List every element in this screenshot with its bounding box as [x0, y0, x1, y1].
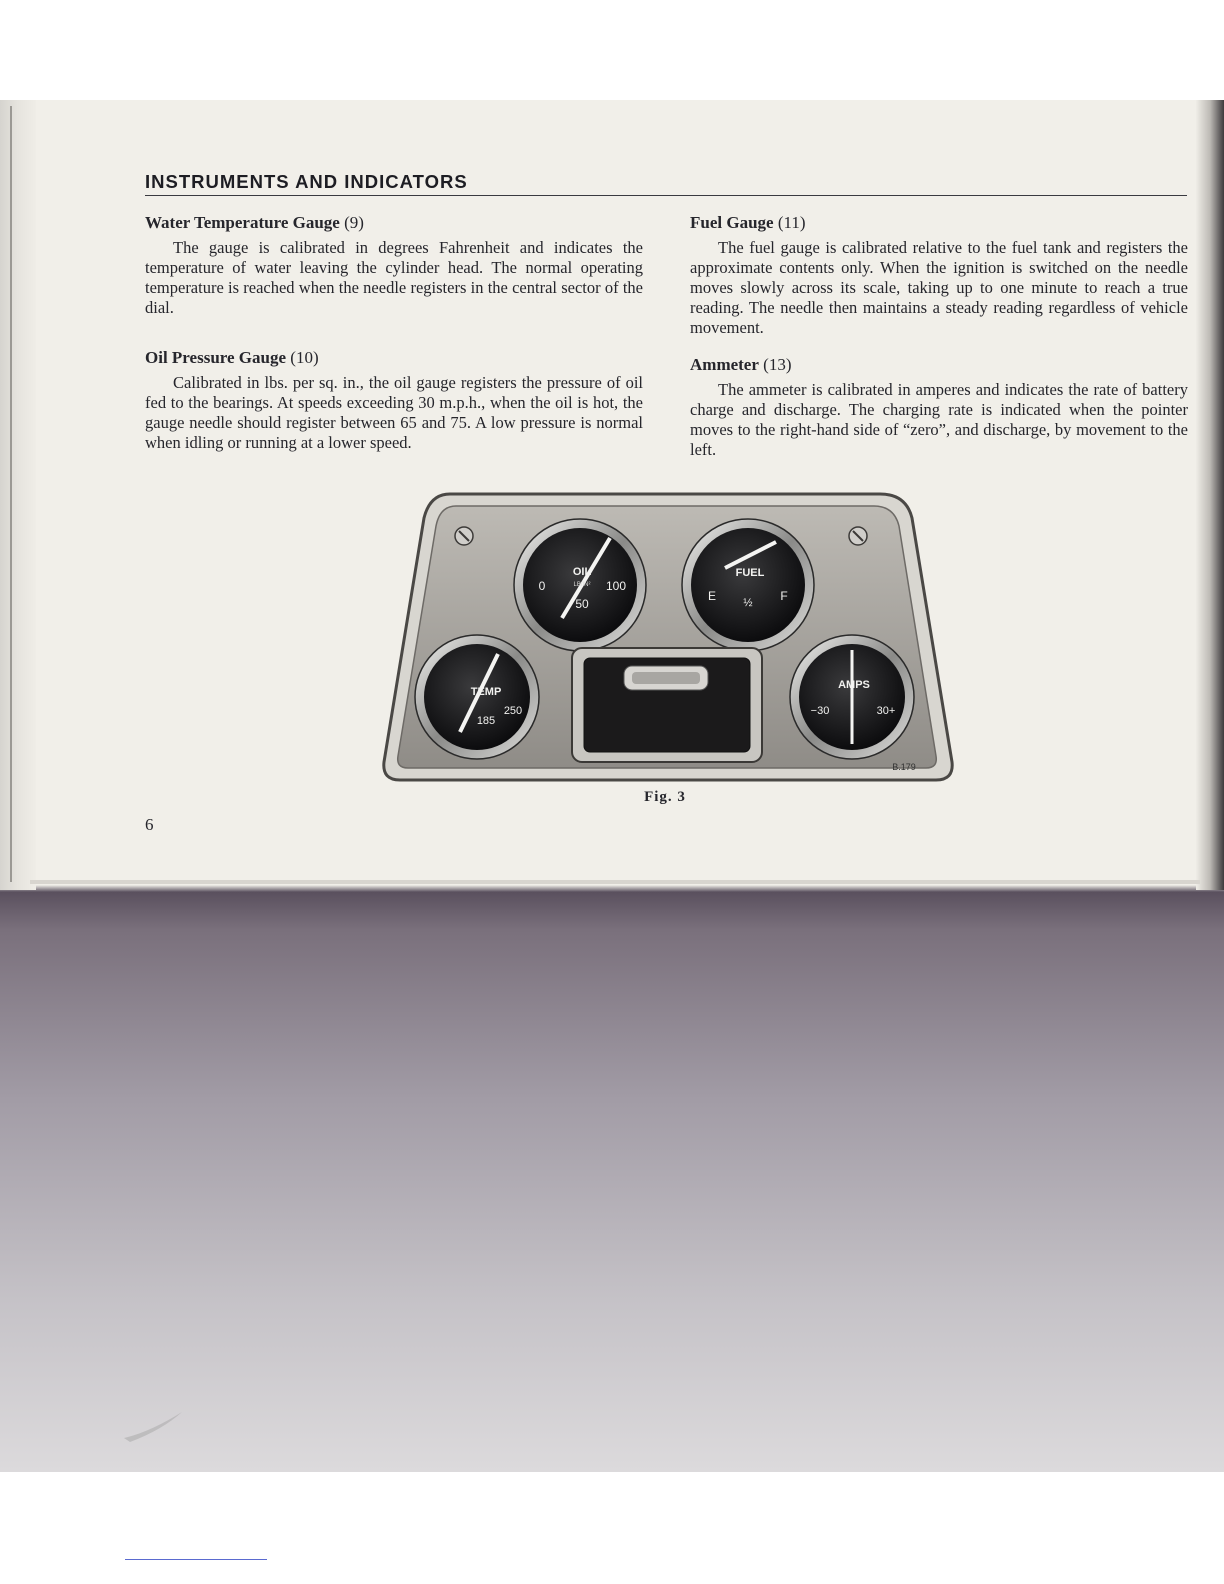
- amps-dial-min: −30: [810, 705, 830, 717]
- water-temperature-heading: [145, 213, 643, 233]
- oil-pressure-section: [145, 348, 643, 453]
- panel-screw-left: [455, 527, 473, 545]
- fuel-gauge-heading: [690, 213, 1188, 233]
- oil-pressure-dial: [514, 519, 646, 651]
- center-recess: [572, 648, 762, 762]
- fuel-gauge-text: The fuel gauge is calibrated relative to the fuel tank and registers the approximate contents only. When the ignition is switched on the needle moves slowly across its scale, taking up to one minute to reach a true reading. The needle then maintains a steady reading regardless of vehicle movement.: [690, 238, 1188, 337]
- oil-dial-unit: LB/IN²: [573, 582, 591, 588]
- oil-pressure-heading: [145, 348, 643, 368]
- instrument-panel-figure: [380, 490, 954, 782]
- oil-pressure-text: Calibrated in lbs. per sq. in., the oil gauge registers the pressure of oil fed to the bearings. At speeds exceeding 30 m.p.h., when the oil is hot, the gauge needle should register between 65 and 75. A low pressure is normal when idling or running at a lower speed.: [145, 373, 643, 452]
- oil-dial-min: 0: [538, 579, 546, 593]
- section-title: Water Temperature Gauge: [145, 213, 340, 232]
- fuel-dial-max: F: [780, 589, 788, 603]
- ammeter-heading: [690, 355, 1188, 375]
- instrument-panel-drawing: [380, 490, 954, 782]
- heading-rule: [145, 195, 1187, 196]
- section-ref: (13): [763, 355, 792, 374]
- oil-dial-mid: 50: [575, 597, 589, 611]
- oil-dial-name: OIL: [572, 566, 592, 578]
- ammeter-text: The ammeter is calibrated in amperes and indicates the rate of battery charge and discharge. The charging rate is indicated when the pointer moves to the right-hand side of “zero”, and discharge, by movement to the left.: [690, 380, 1188, 459]
- section-title: Fuel Gauge: [690, 213, 774, 232]
- section-title: Oil Pressure Gauge: [145, 348, 287, 367]
- ammeter-dial: [790, 635, 914, 759]
- figure-ref-code: B.179: [892, 762, 916, 772]
- fuel-gauge-section: [690, 213, 1188, 338]
- bottom-page-edge: [30, 880, 1200, 884]
- water-temperature-dial: [415, 635, 539, 759]
- section-ref: (9): [344, 213, 364, 232]
- temp-dial-mid: 185: [476, 715, 496, 727]
- figure-caption: Fig. 3: [644, 789, 686, 805]
- temp-dial-max: 250: [503, 705, 523, 717]
- page-number: 6: [145, 815, 154, 834]
- left-page-edge: [0, 100, 36, 890]
- page-heading: INSTRUMENTS AND INDICATORS: [145, 171, 468, 192]
- smudge-mark: [120, 1408, 190, 1444]
- temp-dial-name: TEMP: [470, 686, 502, 698]
- right-page-edge: [1196, 100, 1224, 890]
- section-ref: (10): [290, 348, 319, 367]
- fuel-dial: [682, 519, 814, 651]
- panel-screw-right: [849, 527, 867, 545]
- amps-dial-max: 30+: [876, 705, 896, 717]
- water-temperature-section: [145, 213, 643, 318]
- section-ref: (11): [777, 213, 806, 232]
- water-temperature-text: The gauge is calibrated in degrees Fahrenheit and indicates the temperature of water leaving the cylinder head. The normal operating temperature is reached when the needle registers in the central sector of the dial.: [145, 238, 643, 317]
- oil-dial-max: 100: [605, 579, 627, 593]
- section-title: Ammeter: [690, 355, 759, 374]
- ammeter-section: [690, 355, 1188, 460]
- fuel-dial-name: FUEL: [735, 567, 765, 579]
- fuel-dial-min: E: [707, 589, 717, 603]
- bottom-underline: [125, 1559, 267, 1560]
- fuel-dial-mid: ½: [743, 597, 753, 609]
- amps-dial-name: AMPS: [838, 679, 870, 691]
